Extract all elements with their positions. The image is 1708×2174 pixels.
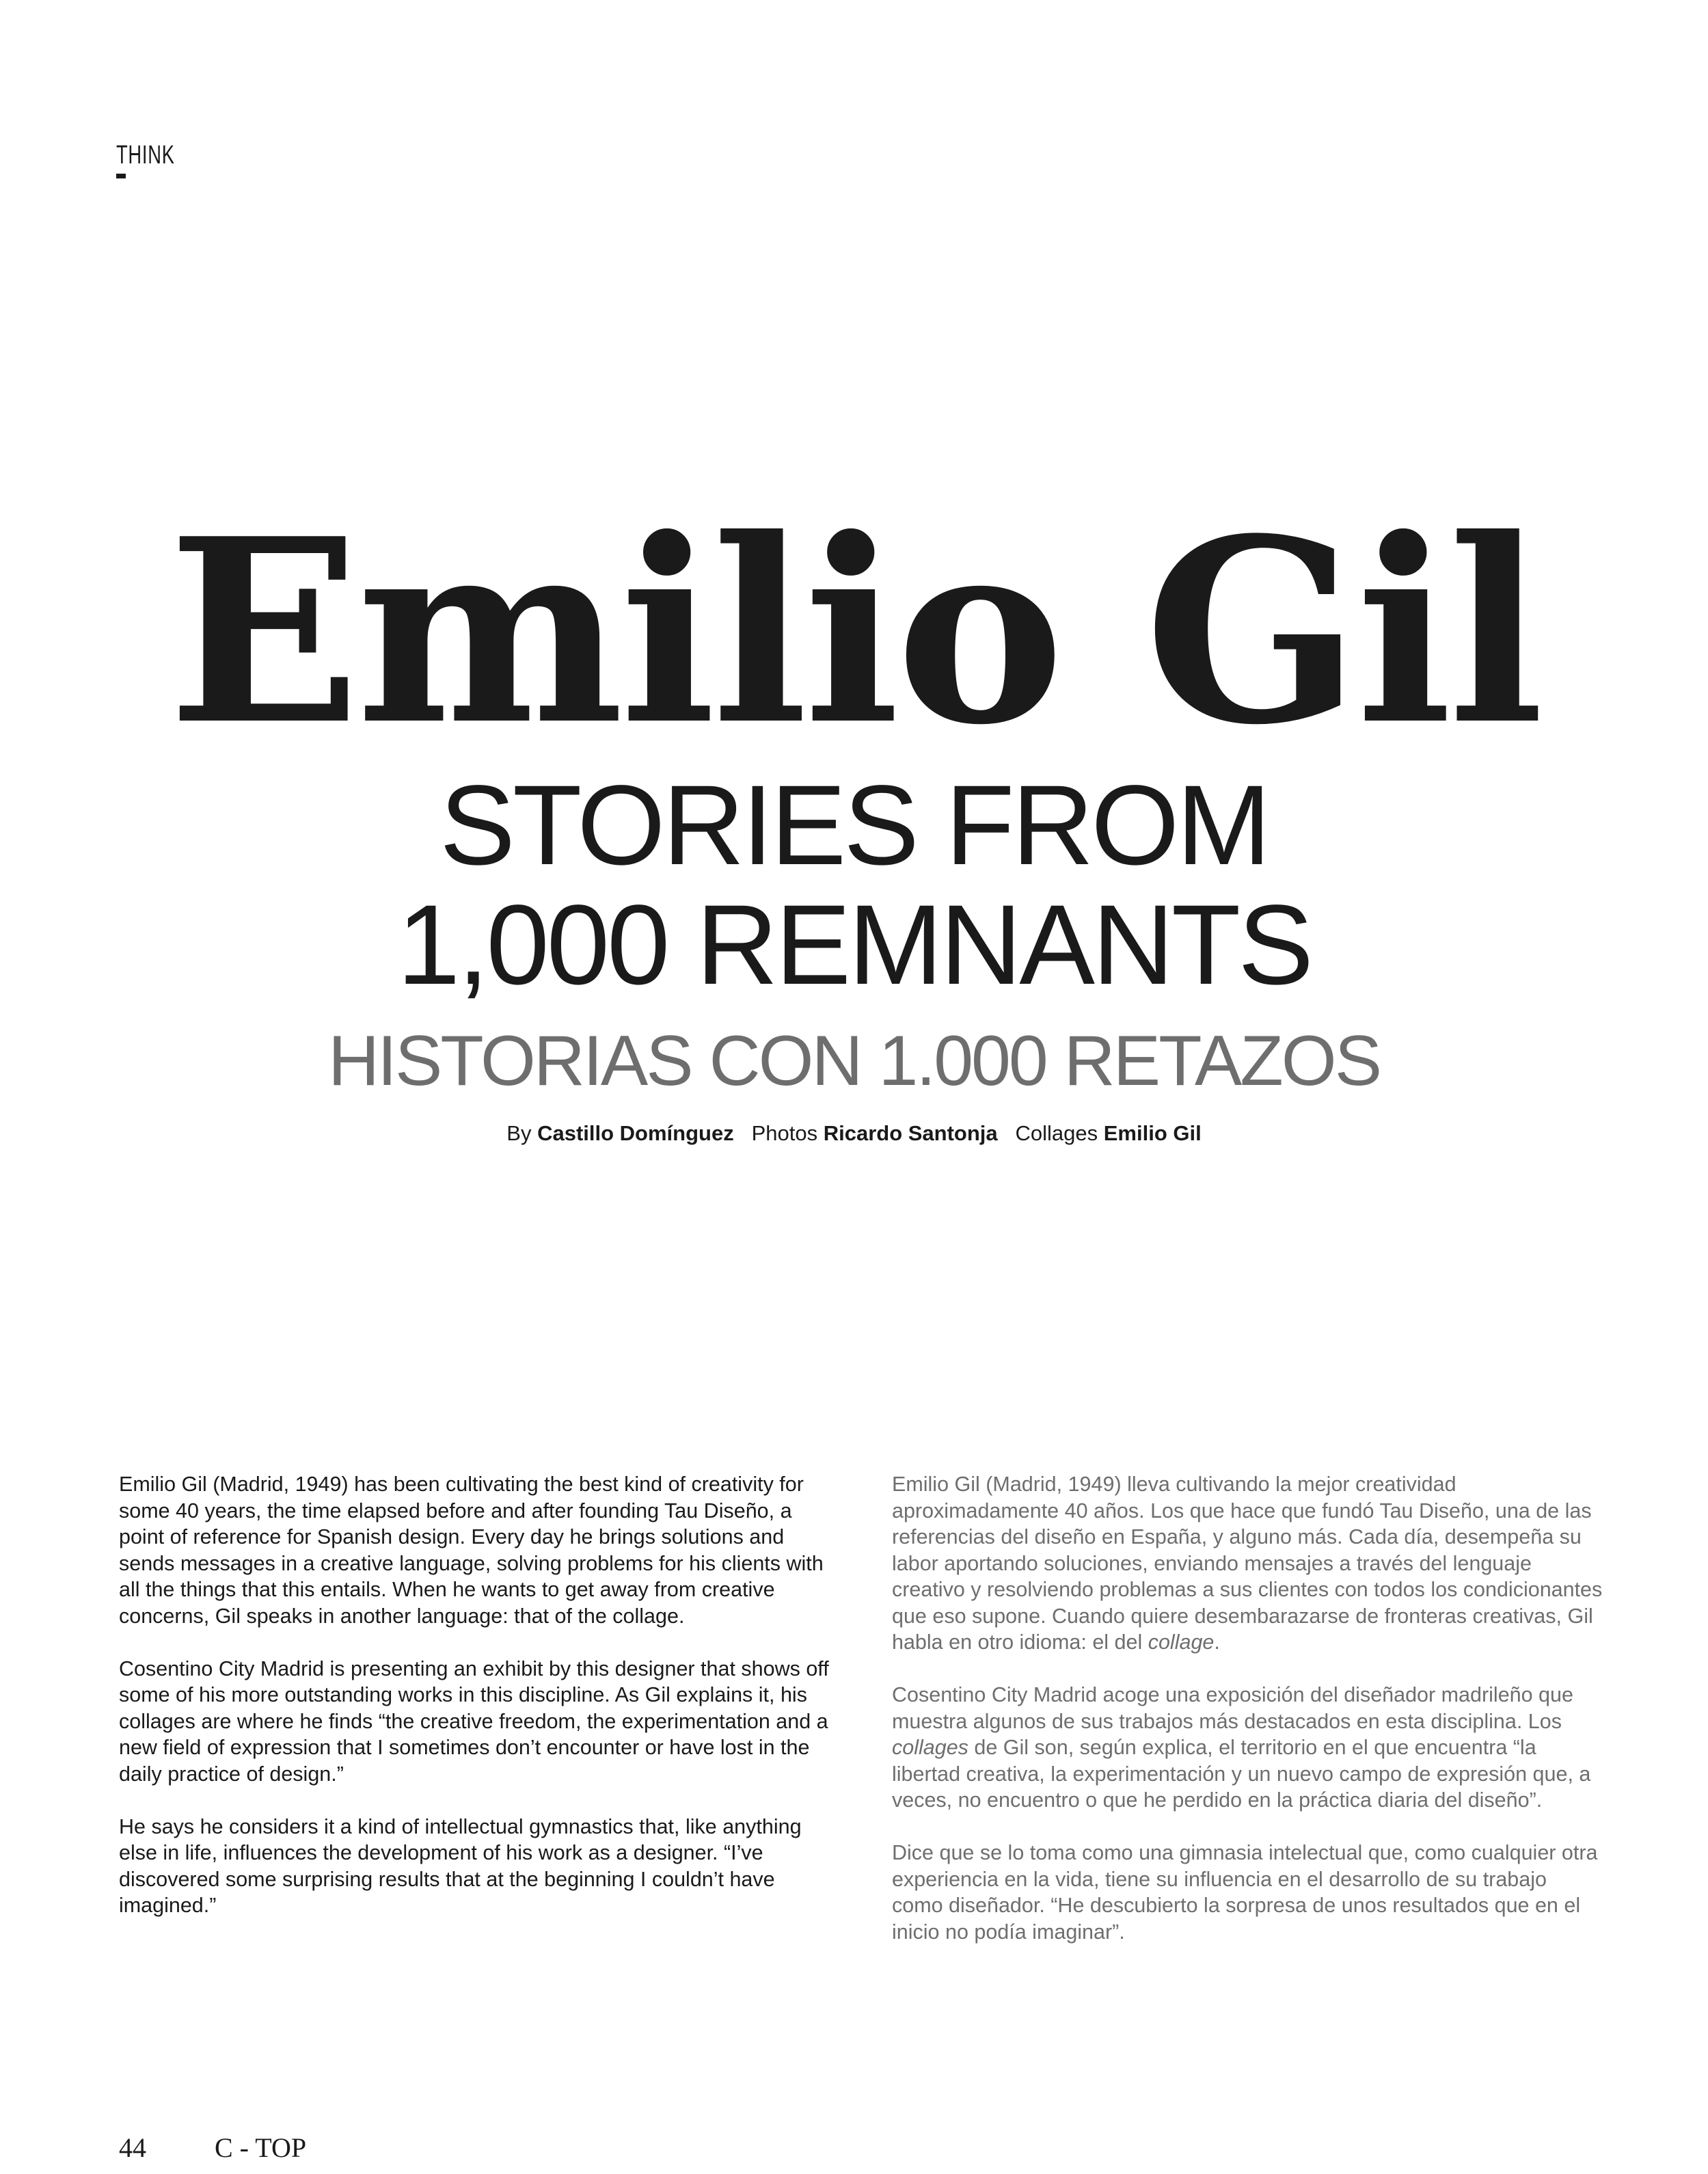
page-footer	[119, 2132, 368, 2164]
spanish-paragraph-2: Cosentino City Madrid acoge una exposición del diseñador madrileño que muestra algunos de sus trabajos más destacados en esta disciplina. Los collages de Gil son, según explica, el territorio en el que encuentra “la libertad creativa, la experimentación y un nuevo campo de expresión que, a veces, no encuentro o que he perdido en la práctica diaria del diseño”.	[892, 1683, 1591, 1812]
subtitle-spanish: HISTORIAS CON 1.000 RETAZOS	[327, 1021, 1381, 1101]
photos-label: Photos	[751, 1121, 818, 1145]
subtitle-line-1: STORIES FROM	[439, 762, 1269, 889]
english-paragraph-3: He says he considers it a kind of intellectual gymnastics that, like anything else in life, influences the development of his work as a designer. “I’ve discovered some surprising results that at the beginning I couldn’t have imagined.”	[119, 1814, 802, 1917]
english-column	[119, 1471, 830, 1945]
collages-label: Collages	[1015, 1121, 1098, 1145]
spanish-paragraph-1: Emilio Gil (Madrid, 1949) lleva cultivando la mejor creatividad aproximadamente 40 años. Los que hace que fundó Tau Diseño, una de las referencias del diseño en España, y alguno más. Cada día, desempeña su labor aportando soluciones, enviando mensajes a través del lenguaje creativo y resolviendo problemas a sus clientes con todos los condicionantes que eso supone. Cuando quiere desembarazarse de fronteras creativas, Gil habla en otro idioma: el del collage.	[892, 1473, 1603, 1654]
author-name: Castillo Domínguez	[537, 1121, 734, 1145]
magazine-name: C - TOP	[215, 2132, 307, 2163]
by-label: By	[506, 1121, 532, 1145]
spanish-column	[892, 1471, 1603, 1972]
spanish-paragraph-3: Dice que se lo toma como una gimnasia intelectual que, como cualquier otra experiencia en la vida, tiene su influencia en el desarrollo de su trabajo como diseñador. “He descubierto la sorpresa de unos resultados que en el inicio no podía imaginar”.	[892, 1841, 1598, 1944]
subtitle-line-2: 1,000 REMNANTS	[396, 882, 1311, 1008]
collage-artist-name: Emilio Gil	[1103, 1121, 1202, 1145]
article-title: Emilio Gil	[167, 484, 1541, 781]
english-paragraph-1: Emilio Gil (Madrid, 1949) has been cultivating the best kind of creativity for some 40 years, the time elapsed before and after founding Tau Diseño, a point of reference for Spanish design. Every day he brings solutions and sends messages in a creative language, solving problems for his clients with all the things that this entails. When he wants to get away from creative concerns, Gil speaks in another language: that of the collage.	[119, 1473, 824, 1628]
page-number: 44	[119, 2132, 146, 2163]
english-paragraph-2: Cosentino City Madrid is presenting an exhibit by this designer that shows off some of his more outstanding works in this discipline. As Gil explains it, his collages are where he finds “the creative freedom, the experimentation and a new field of expression that I sometimes don’t encounter or have lost in the daily practice of design.”	[119, 1656, 829, 1786]
credits-line	[0, 1121, 1708, 1146]
section-tag-mark	[116, 174, 126, 178]
section-tag: THINK	[116, 141, 175, 170]
photographer-name: Ricardo Santonja	[823, 1121, 998, 1145]
